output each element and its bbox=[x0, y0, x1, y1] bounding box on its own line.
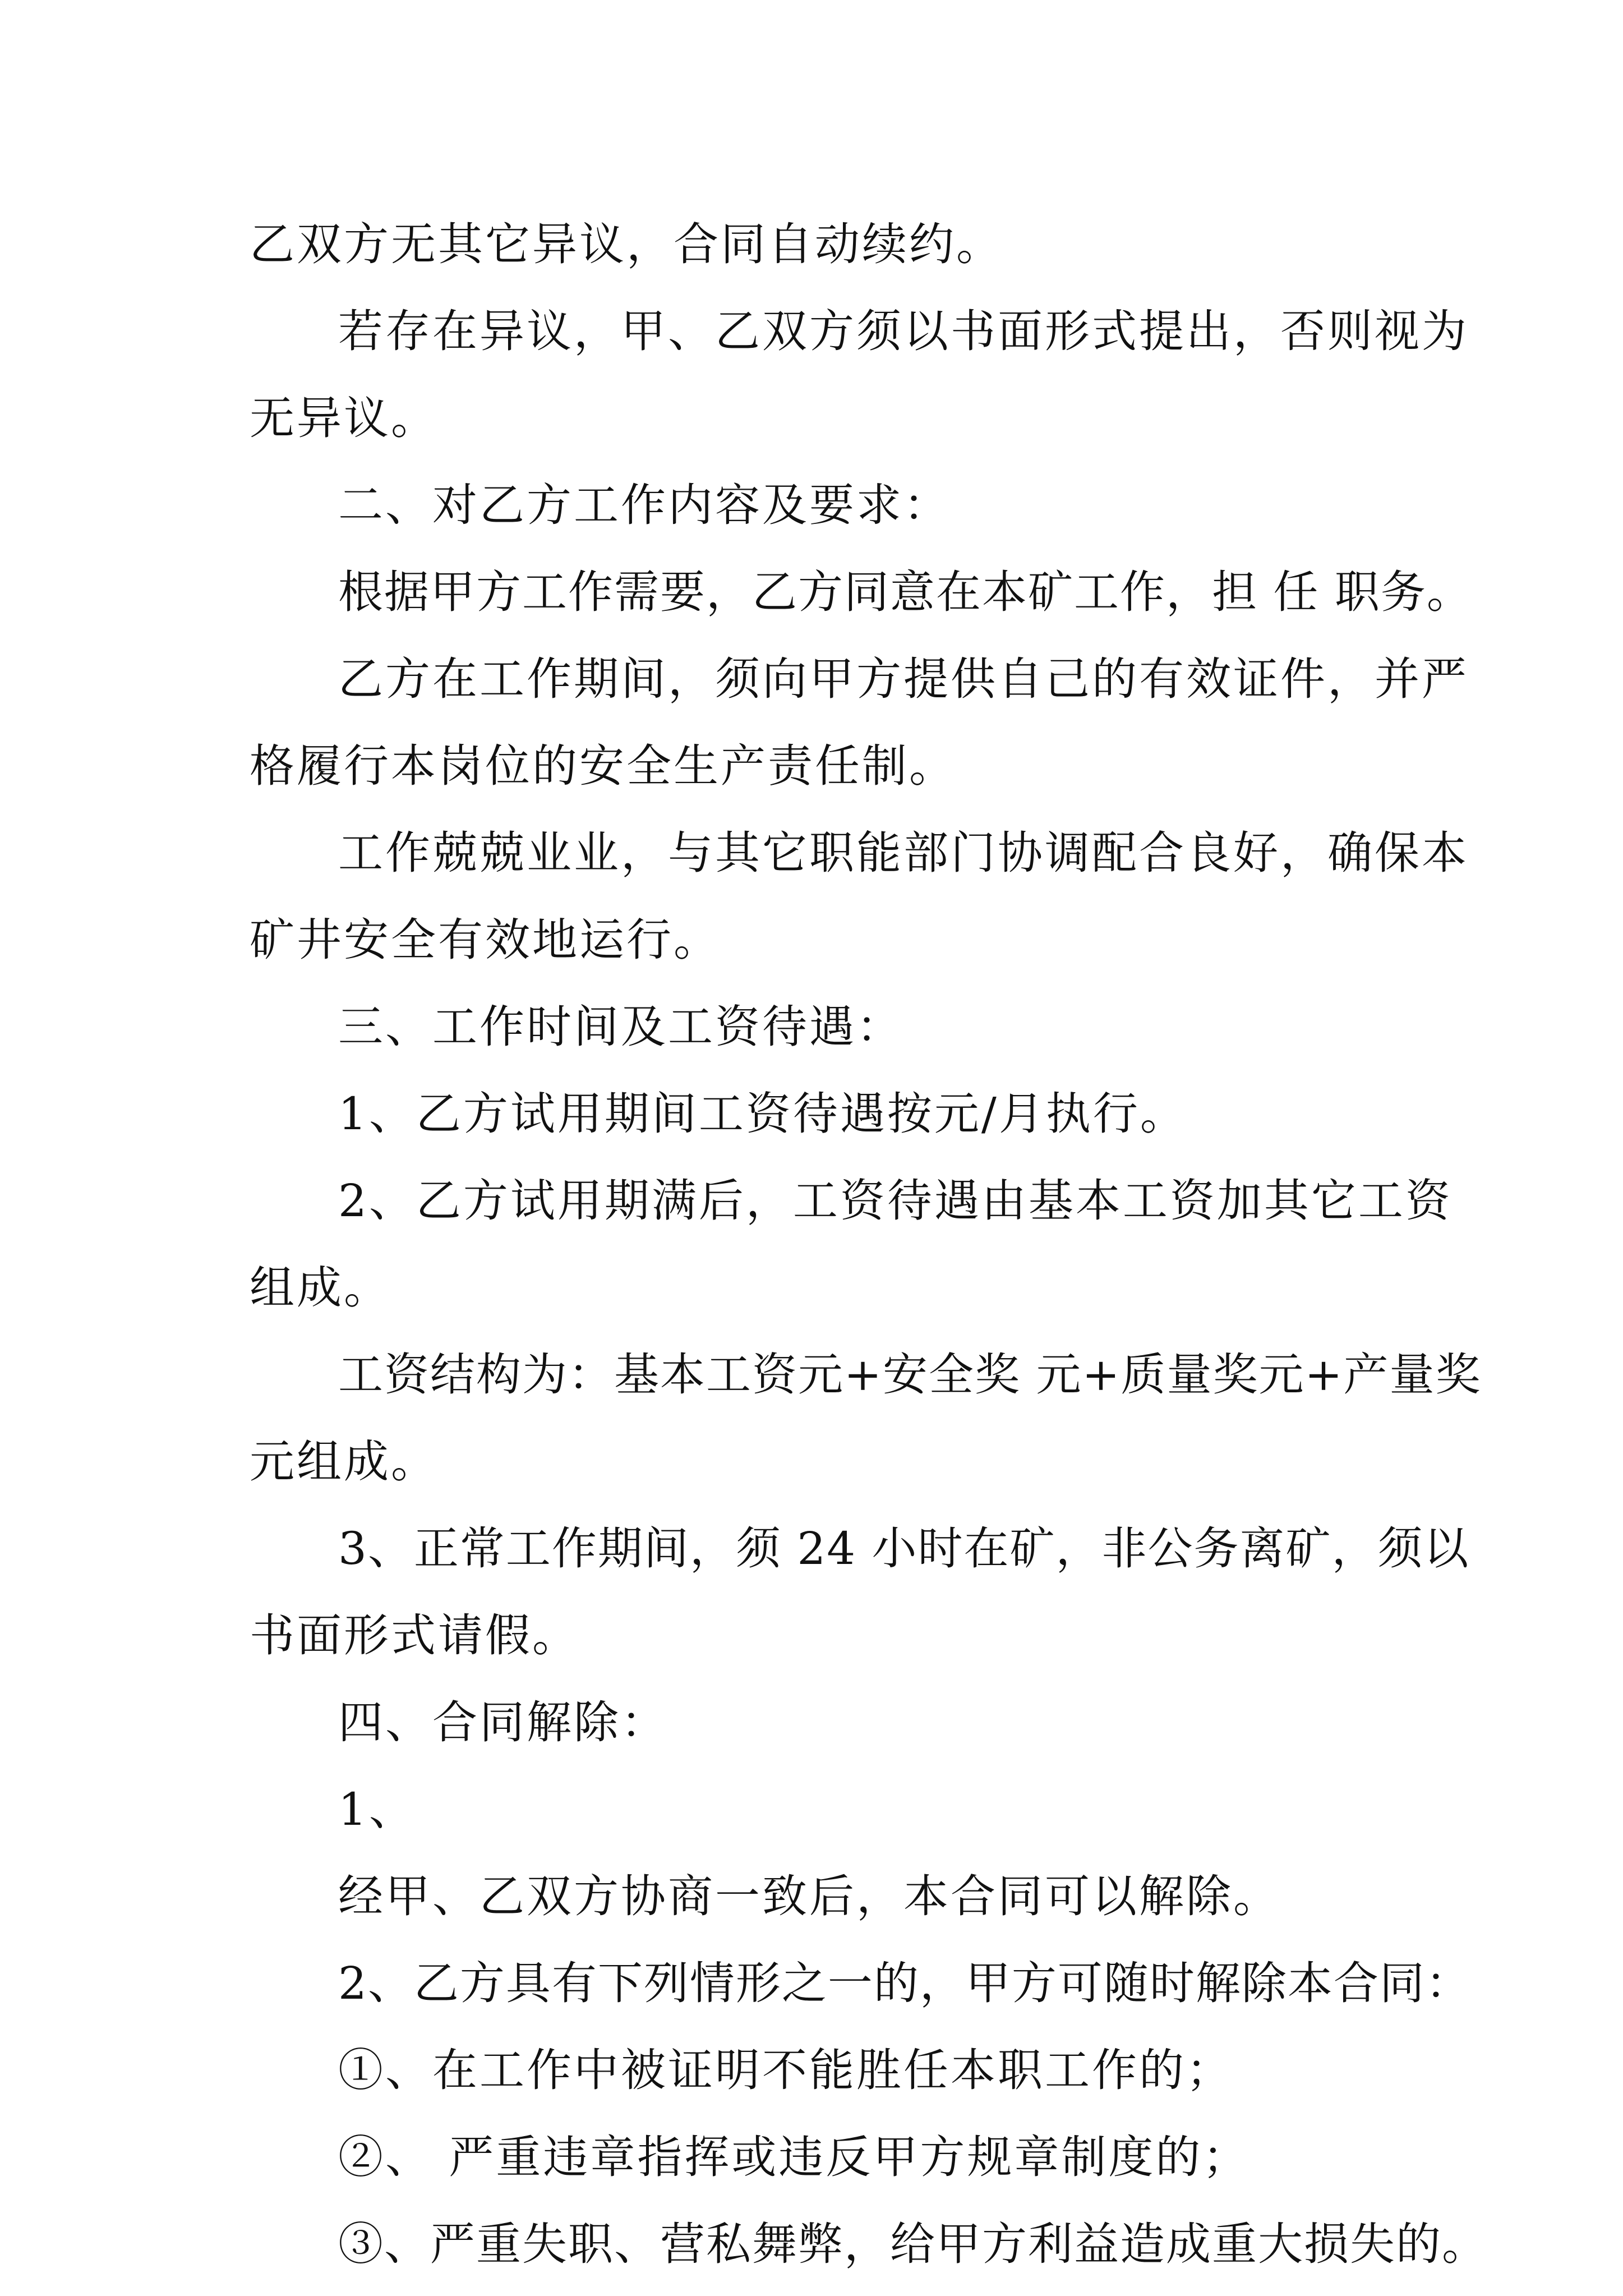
text-line-3: 无异议。 bbox=[250, 392, 438, 444]
text-line-24: ③、严重失职、营私舞弊，给甲方利益造成重大损失的。 bbox=[338, 2218, 1488, 2270]
text-line-5: 根据甲方工作需要，乙方同意在本矿工作，担 任 职务。 bbox=[338, 566, 1473, 618]
text-line-22: ①、在工作中被证明不能胜任本职工作的； bbox=[338, 2044, 1233, 2096]
text-line-2: 若存在异议，甲、乙双方须以书面形式提出，否则视为 bbox=[338, 305, 1469, 357]
text-line-14: 工资结构为：基本工资元+安全奖 元+质量奖元+产量奖 bbox=[338, 1349, 1482, 1401]
text-line-21: 2、乙方具有下列情形之一的，甲方可随时解除本合同： bbox=[338, 1957, 1472, 2009]
document-body bbox=[250, 201, 1488, 2288]
text-line-11: 1、乙方试用期间工资待遇按元/月执行。 bbox=[338, 1088, 1187, 1140]
section-heading-4: 四、合同解除： bbox=[338, 1696, 668, 1749]
text-line-6: 乙方在工作期间，须向甲方提供自己的有效证件，并严 bbox=[338, 653, 1469, 705]
text-line-9: 矿井安全有效地运行。 bbox=[250, 914, 721, 966]
text-line-19: 1、 bbox=[338, 1783, 416, 1835]
text-line-13: 组成。 bbox=[250, 1262, 391, 1314]
text-line-23: ②、 严重违章指挥或违反甲方规章制度的； bbox=[338, 2131, 1250, 2183]
text-line-7: 格履行本岗位的安全生产责任制。 bbox=[250, 740, 956, 792]
section-heading-2: 二、对乙方工作内容及要求： bbox=[338, 479, 951, 531]
text-line-16: 3、正常工作期间，须 24 小时在矿，非公务离矿，须以 bbox=[338, 1522, 1470, 1575]
text-line-1: 乙双方无其它异议，合同自动续约。 bbox=[250, 218, 1003, 270]
section-heading-3: 三、工作时间及工资待遇： bbox=[338, 1001, 903, 1053]
text-line-17: 书面形式请假。 bbox=[250, 1609, 579, 1662]
text-line-12: 2、乙方试用期满后，工资待遇由基本工资加其它工资 bbox=[338, 1175, 1453, 1227]
text-line-8: 工作兢兢业业，与其它职能部门协调配合良好，确保本 bbox=[338, 827, 1469, 879]
text-line-15: 元组成。 bbox=[250, 1435, 438, 1488]
text-line-20: 经甲、乙双方协商一致后，本合同可以解除。 bbox=[338, 1870, 1280, 1922]
